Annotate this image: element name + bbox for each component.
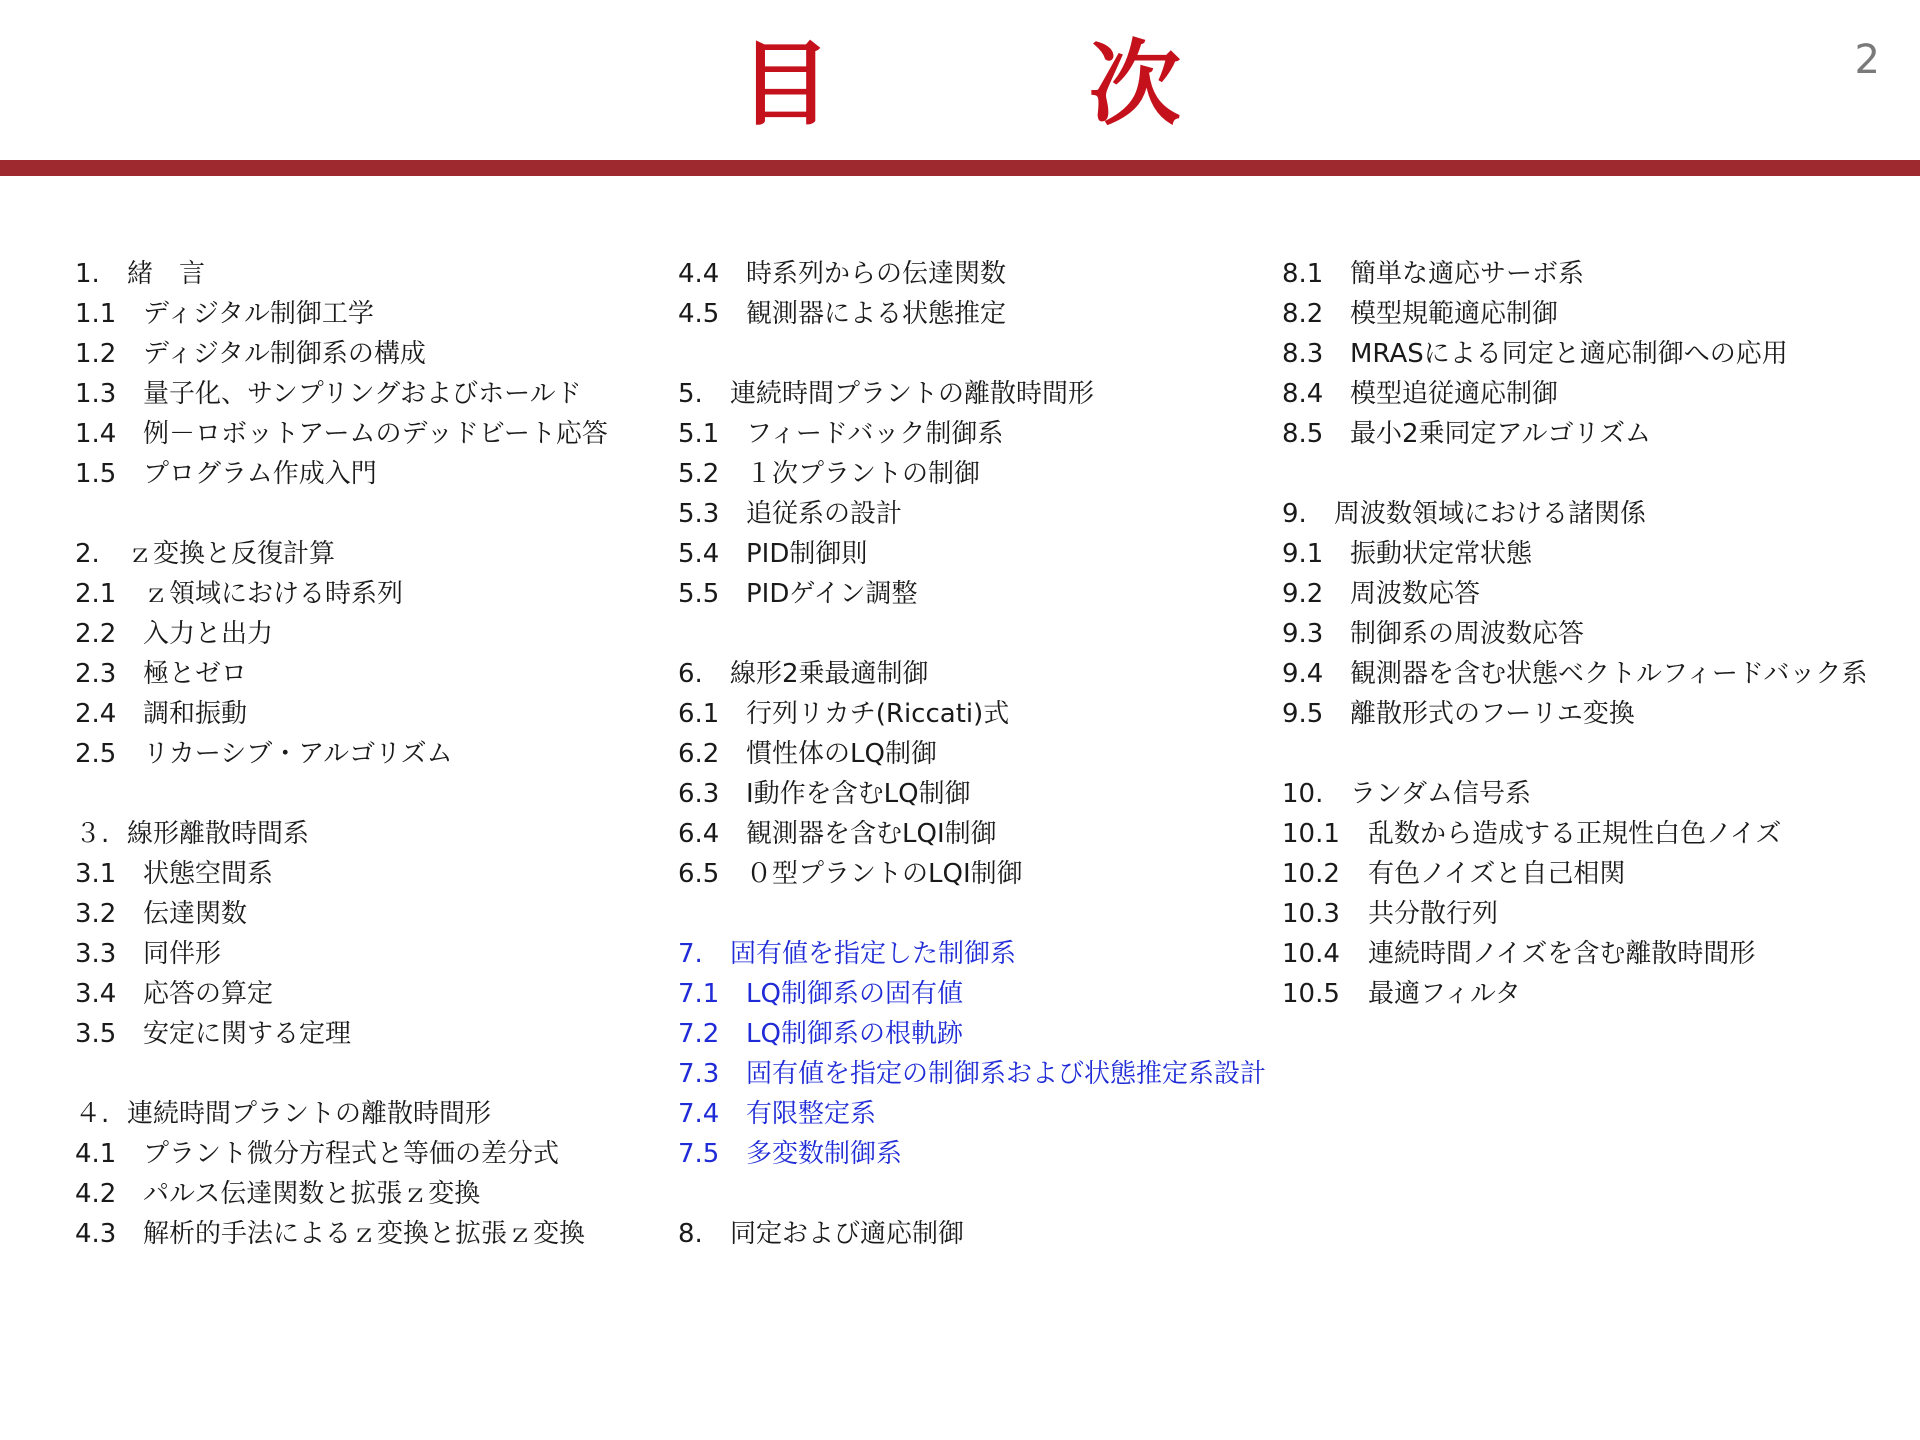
toc-title: LQ制御系の根軌跡 xyxy=(746,1019,963,1049)
toc-section xyxy=(678,734,1278,774)
toc-section xyxy=(1282,854,1912,894)
toc-number: 4.2 xyxy=(75,1179,117,1209)
toc-title: フィードバック制御系 xyxy=(746,419,1004,449)
toc-section xyxy=(1282,294,1912,334)
toc-title: 模型規範適応制御 xyxy=(1350,299,1559,329)
toc-section xyxy=(678,494,1278,534)
toc-number: 9.1 xyxy=(1282,539,1324,569)
toc-section xyxy=(75,574,665,614)
toc-title: ディジタル制御系の構成 xyxy=(143,339,426,369)
toc-number: 2.2 xyxy=(75,619,117,649)
toc-number: 5.1 xyxy=(678,419,720,449)
toc-title: 例－ロボットアームのデッドビート応答 xyxy=(143,419,608,449)
toc-number: 8.2 xyxy=(1282,299,1324,329)
toc-spacer xyxy=(678,1174,1278,1214)
toc-number: 2.3 xyxy=(75,659,117,689)
toc-spacer xyxy=(75,1054,665,1094)
toc-number: 5.5 xyxy=(678,579,720,609)
toc-number: 1.2 xyxy=(75,339,117,369)
toc-chapter xyxy=(75,534,665,574)
toc-number: 2.5 xyxy=(75,739,117,769)
toc-number: 5. xyxy=(678,379,703,409)
toc-title: ｚ変換と反復計算 xyxy=(127,539,336,569)
toc-section xyxy=(75,894,665,934)
toc-title: 連続時間ノイズを含む離散時間形 xyxy=(1368,939,1756,969)
toc-number: 2.4 xyxy=(75,699,117,729)
toc-section xyxy=(678,774,1278,814)
toc-title: 解析的手法によるｚ変換と拡張ｚ変換 xyxy=(143,1219,586,1249)
toc-title: 観測器を含むLQI制御 xyxy=(746,819,997,849)
toc-title: 最小2乗同定アルゴリズム xyxy=(1350,419,1651,449)
toc-chapter xyxy=(75,254,665,294)
toc-section xyxy=(678,974,1278,1014)
toc-title: 行列リカチ(Riccati)式 xyxy=(746,699,1010,729)
toc-number: 1.5 xyxy=(75,459,117,489)
toc-section xyxy=(75,934,665,974)
toc-number: 9. xyxy=(1282,499,1307,529)
toc-section xyxy=(678,414,1278,454)
toc-title: PID制御則 xyxy=(746,539,868,569)
toc-title: 有限整定系 xyxy=(746,1099,877,1129)
toc-title: ディジタル制御工学 xyxy=(143,299,374,329)
toc-title: 入力と出力 xyxy=(143,619,274,649)
toc-section xyxy=(75,734,665,774)
toc-number: 8.5 xyxy=(1282,419,1324,449)
toc-title: ０型プラントのLQI制御 xyxy=(746,859,1023,889)
toc-section xyxy=(1282,814,1912,854)
toc-number: 10. xyxy=(1282,779,1324,809)
toc-title: 多変数制御系 xyxy=(746,1139,903,1169)
toc-spacer xyxy=(678,894,1278,934)
toc-section xyxy=(1282,574,1912,614)
toc-title: プラント微分方程式と等価の差分式 xyxy=(143,1139,560,1169)
toc-number: 1.3 xyxy=(75,379,117,409)
toc-section xyxy=(678,454,1278,494)
toc-number: 7.4 xyxy=(678,1099,720,1129)
toc-title: プログラム作成入門 xyxy=(143,459,377,489)
toc-spacer xyxy=(678,614,1278,654)
toc-number: 6. xyxy=(678,659,703,689)
toc-section xyxy=(75,974,665,1014)
toc-spacer xyxy=(678,334,1278,374)
toc-section xyxy=(1282,974,1912,1014)
toc-section xyxy=(1282,534,1912,574)
toc-section xyxy=(1282,334,1912,374)
toc-number: 1.1 xyxy=(75,299,117,329)
toc-column-1 xyxy=(75,254,665,1254)
toc-chapter xyxy=(1282,774,1912,814)
toc-number: 8.4 xyxy=(1282,379,1324,409)
toc-number: 9.5 xyxy=(1282,699,1324,729)
toc-number: 10.2 xyxy=(1282,859,1340,889)
toc-section xyxy=(678,694,1278,734)
toc-number: 3.5 xyxy=(75,1019,117,1049)
toc-chapter xyxy=(678,1214,1278,1254)
toc-section xyxy=(1282,414,1912,454)
toc-number: ３. xyxy=(75,819,110,849)
toc-section xyxy=(75,294,665,334)
toc-section xyxy=(75,854,665,894)
toc-section xyxy=(678,534,1278,574)
toc-section xyxy=(678,254,1278,294)
toc-number: 5.3 xyxy=(678,499,720,529)
toc-number: 4.4 xyxy=(678,259,720,289)
toc-section xyxy=(1282,694,1912,734)
toc-title: 観測器を含む状態ベクトルフィードバック系 xyxy=(1350,659,1868,689)
toc-section xyxy=(1282,614,1912,654)
toc-title: 振動状定常状態 xyxy=(1350,539,1533,569)
toc-column-2 xyxy=(678,254,1278,1254)
toc-number: ４. xyxy=(75,1099,110,1129)
toc-title: 量子化、サンプリングおよびホールド xyxy=(143,379,582,409)
toc-number: 1.4 xyxy=(75,419,117,449)
toc-title: 連続時間プラントの離散時間形 xyxy=(127,1099,492,1129)
toc-title: 周波数領域における諸関係 xyxy=(1334,499,1647,529)
toc-title: 観測器による状態推定 xyxy=(746,299,1007,329)
toc-section xyxy=(678,294,1278,334)
toc-number: 7.1 xyxy=(678,979,720,1009)
toc-chapter xyxy=(678,374,1278,414)
toc-number: 2.1 xyxy=(75,579,117,609)
toc-section xyxy=(75,374,665,414)
page-title: 目 次 xyxy=(739,31,1264,138)
page-number: 2 xyxy=(1854,37,1880,83)
toc-section xyxy=(678,1094,1278,1134)
toc-chapter xyxy=(678,654,1278,694)
toc-section xyxy=(75,414,665,454)
toc-section xyxy=(678,1054,1278,1094)
toc-number: 4.5 xyxy=(678,299,720,329)
toc-section xyxy=(75,1214,665,1254)
toc-title: 離散形式のフーリエ変換 xyxy=(1350,699,1635,729)
toc-title: 慣性体のLQ制御 xyxy=(746,739,937,769)
toc-title: 極とゼロ xyxy=(143,659,248,689)
toc-section xyxy=(75,1134,665,1174)
toc-section xyxy=(75,654,665,694)
toc-title: 同伴形 xyxy=(143,939,222,969)
toc-title: I動作を含むLQ制御 xyxy=(746,779,971,809)
toc-number: 4.3 xyxy=(75,1219,117,1249)
toc-number: 2. xyxy=(75,539,100,569)
toc-title: 最適フィルタ xyxy=(1368,979,1521,1009)
toc-section xyxy=(75,1014,665,1054)
toc-title: MRASによる同定と適応制御への応用 xyxy=(1350,339,1788,369)
toc-title: 乱数から造成する正規性白色ノイズ xyxy=(1368,819,1782,849)
toc-number: 7.2 xyxy=(678,1019,720,1049)
toc-section xyxy=(678,854,1278,894)
toc-chapter xyxy=(678,934,1278,974)
toc-title: リカーシブ・アルゴリズム xyxy=(143,739,453,769)
toc-number: 7. xyxy=(678,939,703,969)
toc-chapter xyxy=(1282,494,1912,534)
toc-title: 緒 言 xyxy=(127,259,206,289)
toc-spacer xyxy=(1282,454,1912,494)
toc-title: 制御系の周波数応答 xyxy=(1350,619,1585,649)
toc-section xyxy=(678,1134,1278,1174)
toc-number: 9.2 xyxy=(1282,579,1324,609)
toc-title: 固有値を指定した制御系 xyxy=(730,939,1017,969)
title-divider xyxy=(0,160,1920,176)
toc-number: 3.4 xyxy=(75,979,117,1009)
toc-number: 8. xyxy=(678,1219,703,1249)
toc-title: 追従系の設計 xyxy=(746,499,903,529)
toc-section xyxy=(1282,894,1912,934)
toc-number: 8.1 xyxy=(1282,259,1324,289)
toc-section xyxy=(75,694,665,734)
toc-title: LQ制御系の固有値 xyxy=(746,979,963,1009)
toc-number: 6.5 xyxy=(678,859,720,889)
toc-number: 5.4 xyxy=(678,539,720,569)
toc-chapter xyxy=(75,814,665,854)
toc-number: 7.3 xyxy=(678,1059,720,1089)
toc-title: 状態空間系 xyxy=(143,859,274,889)
toc-number: 1. xyxy=(75,259,100,289)
toc-number: 6.4 xyxy=(678,819,720,849)
toc-number: 3.2 xyxy=(75,899,117,929)
toc-number: 10.4 xyxy=(1282,939,1340,969)
toc-number: 10.5 xyxy=(1282,979,1340,1009)
toc-title: ランダム信号系 xyxy=(1350,779,1531,809)
toc-section xyxy=(1282,934,1912,974)
toc-title: 線形離散時間系 xyxy=(127,819,310,849)
toc-title: 伝達関数 xyxy=(143,899,248,929)
toc-number: 6.3 xyxy=(678,779,720,809)
toc-title: 固有値を指定の制御系および状態推定系設計 xyxy=(746,1059,1267,1089)
toc-section xyxy=(75,614,665,654)
toc-number: 7.5 xyxy=(678,1139,720,1169)
toc-number: 10.3 xyxy=(1282,899,1340,929)
toc-section xyxy=(75,1174,665,1214)
toc-title: 周波数応答 xyxy=(1350,579,1481,609)
toc-number: 9.4 xyxy=(1282,659,1324,689)
toc-section xyxy=(75,334,665,374)
toc-title: 調和振動 xyxy=(143,699,248,729)
toc-section xyxy=(1282,254,1912,294)
toc-title: 共分散行列 xyxy=(1368,899,1499,929)
toc-spacer xyxy=(75,494,665,534)
toc-title: 同定および適応制御 xyxy=(730,1219,965,1249)
toc-number: 5.2 xyxy=(678,459,720,489)
toc-section xyxy=(1282,654,1912,694)
toc-section xyxy=(678,814,1278,854)
toc-number: 9.3 xyxy=(1282,619,1324,649)
toc-section xyxy=(75,454,665,494)
toc-title: PIDゲイン調整 xyxy=(746,579,918,609)
toc-number: 6.2 xyxy=(678,739,720,769)
toc-number: 6.1 xyxy=(678,699,720,729)
toc-section xyxy=(1282,374,1912,414)
toc-title: 模型追従適応制御 xyxy=(1350,379,1559,409)
toc-title: 安定に関する定理 xyxy=(143,1019,352,1049)
toc-column-3 xyxy=(1282,254,1912,1014)
toc-title: 連続時間プラントの離散時間形 xyxy=(730,379,1095,409)
toc-chapter xyxy=(75,1094,665,1134)
toc-title: 簡単な適応サーボ系 xyxy=(1350,259,1585,289)
toc-number: 3.1 xyxy=(75,859,117,889)
toc-number: 4.1 xyxy=(75,1139,117,1169)
toc-section xyxy=(678,574,1278,614)
toc-title: パルス伝達関数と拡張ｚ変換 xyxy=(143,1179,481,1209)
toc-title: １次プラントの制御 xyxy=(746,459,981,489)
toc-number: 3.3 xyxy=(75,939,117,969)
toc-title: 有色ノイズと自己相関 xyxy=(1368,859,1626,889)
toc-number: 8.3 xyxy=(1282,339,1324,369)
toc-title: 応答の算定 xyxy=(143,979,274,1009)
toc-title: 線形2乗最適制御 xyxy=(730,659,929,689)
toc-title: 時系列からの伝達関数 xyxy=(746,259,1007,289)
toc-title: ｚ領域における時系列 xyxy=(143,579,404,609)
toc-section xyxy=(678,1014,1278,1054)
toc-spacer xyxy=(75,774,665,814)
toc-number: 10.1 xyxy=(1282,819,1340,849)
toc-spacer xyxy=(1282,734,1912,774)
